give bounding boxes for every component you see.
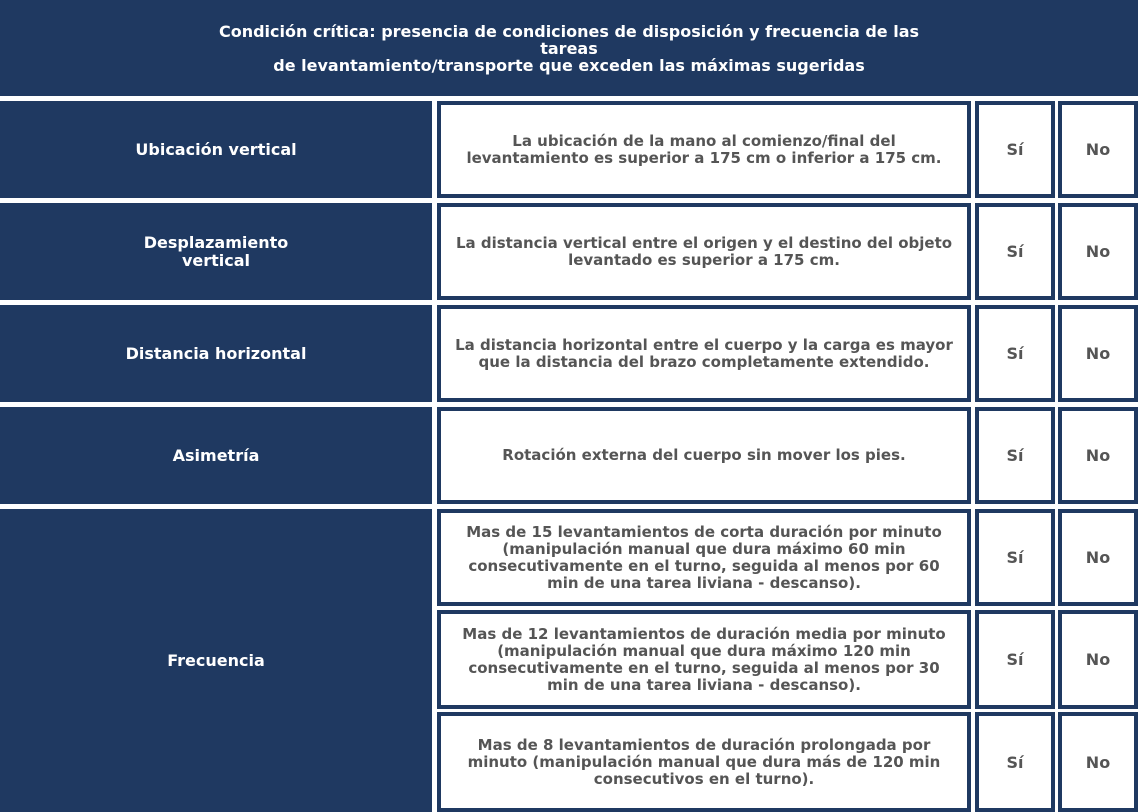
no-option-cell [1058,101,1138,198]
label-text: Asimetría [172,445,260,465]
label-horizontal-distance [0,305,432,402]
yes-option-cell [975,712,1055,812]
label-vertical-displacement [0,203,432,300]
yes-option-cell [975,203,1055,300]
yes-option[interactable]: Sí [979,716,1051,808]
yes-option[interactable]: Sí [979,614,1051,705]
no-option-cell [1058,203,1138,300]
description-text: La distancia vertical entre el origen y el destino del objeto levantado es superior a 175 cm. [441,207,967,296]
no-option-cell [1058,305,1138,402]
yes-option-cell [975,610,1055,709]
yes-option-cell [975,101,1055,198]
label-text: Ubicación vertical [135,139,297,159]
description-text: Mas de 8 levantamientos de duración prolongada por minuto (manipulación manual que dura más de 120 min consecutivos en el turno). [441,716,967,808]
yes-option[interactable]: Sí [979,309,1051,398]
no-option[interactable]: No [1062,309,1134,398]
no-option-cell [1058,509,1138,606]
description-text: La distancia horizontal entre el cuerpo y la carga es mayor que la distancia del brazo completamente extendido. [441,309,967,398]
label-text: Frecuencia [167,650,265,670]
table-row-description [437,305,971,402]
no-option[interactable]: No [1062,716,1134,808]
description-text: La ubicación de la mano al comienzo/final del levantamiento es superior a 175 cm o inferior a 175 cm. [441,105,967,194]
yes-option-cell [975,509,1055,606]
no-option[interactable]: No [1062,207,1134,296]
description-text: Mas de 12 levantamientos de duración media por minuto (manipulación manual que dura máximo 120 min consecutivamente en el turno, seguida al menos por 30 min de una tarea liviana - descanso). [441,614,967,705]
label-vertical-location [0,101,432,198]
description-text: Mas de 15 levantamientos de corta duración por minuto (manipulación manual que dura máximo 60 min consecutivamente en el turno, seguida al menos por 60 min de una tarea liviana - descanso). [441,513,967,602]
yes-option[interactable]: Sí [979,207,1051,296]
table-row-description [437,610,971,709]
no-option[interactable]: No [1062,411,1134,500]
yes-option[interactable]: Sí [979,105,1051,194]
label-frequency [0,509,432,812]
no-option[interactable]: No [1062,513,1134,602]
yes-option-cell [975,305,1055,402]
no-option[interactable]: No [1062,614,1134,705]
no-option-cell [1058,610,1138,709]
label-text: Desplazamiento vertical [143,232,289,270]
table-row-description [437,101,971,198]
table-row-description [437,407,971,504]
yes-option[interactable]: Sí [979,513,1051,602]
no-option[interactable]: No [1062,105,1134,194]
label-text: Distancia horizontal [125,343,307,363]
description-text: Rotación externa del cuerpo sin mover los pies. [441,411,967,500]
no-option-cell [1058,407,1138,504]
table-row-description [437,509,971,606]
table-row-description [437,203,971,300]
table-header [0,0,1138,96]
no-option-cell [1058,712,1138,812]
table-row-description [437,712,971,812]
label-asymmetry [0,407,432,504]
yes-option-cell [975,407,1055,504]
yes-option[interactable]: Sí [979,411,1051,500]
header-title: Condición crítica: presencia de condiciones de disposición y frecuencia de las tareas de levantamiento/transporte que exceden las máximas sugeridas [218,21,920,75]
